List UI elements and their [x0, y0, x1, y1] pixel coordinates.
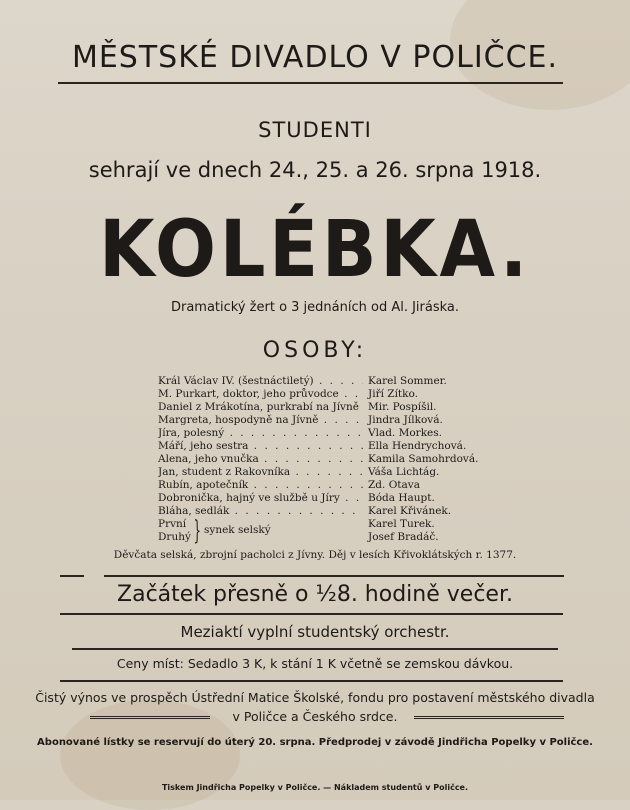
cast-actor: Ella Hendrychová. [368, 440, 467, 452]
cast-actor: Váša Lichtág. [368, 466, 440, 478]
cast-role: Dobronička, hajný ve službě u Jíry . . . [158, 492, 363, 504]
cast-role: M. Purkart, doktor, jeho průvodce . . . [158, 388, 363, 400]
cast-role: Druhý [158, 531, 191, 543]
cast-role: Bláha, sedlák . . . [158, 505, 363, 517]
printer-imprint: Tiskem Jindřicha Popelky v Poličce. — Nákladem studentů v Poličce. [161, 783, 469, 792]
cast-row [0, 388, 630, 401]
theatre-name: MĚSTSKÉ DIVADLO V POLIČCE. [71, 40, 559, 75]
ticket-reservation: Abonované lístky se reservují do úterý 20. srpna. Předprodej v závodě Jindřicha Popelky v Poličce. [37, 737, 593, 748]
cast-role: Rubín, apotečník . . . [158, 479, 363, 491]
cast-actor: Karel Sommer. [368, 375, 447, 387]
cast-role: První [158, 518, 187, 530]
extras-note: Děvčata selská, zbrojní pacholci z Jívny. Děj v lesích Křivoklátských r. 1377. [113, 549, 517, 561]
proceeds-note-line1: Čistý výnos ve prospěch Ústřední Matice Školské, fondu pro postavení městského divadla [35, 690, 595, 705]
header-rule [58, 82, 563, 84]
play-title: KOLÉBKA. [98, 205, 531, 295]
divider-left [90, 716, 210, 719]
cast-actor: Mir. Pospíšil. [368, 401, 437, 413]
divider [104, 575, 564, 577]
cast-row [0, 492, 630, 505]
cast-actor: Karel Křivánek. [368, 505, 452, 517]
cast-role: Král Václav IV. (šestnáctiletý) . . . [158, 375, 363, 387]
cast-role: Jan, student z Rakovníka . . . [158, 466, 363, 478]
performers-heading: STUDENTI [258, 118, 372, 142]
cast-row [0, 427, 630, 440]
cast-role: Daniel z Mrákotína, purkrabí na Jívně . . . [158, 401, 363, 413]
cast-actor: Karel Turek. [368, 518, 435, 530]
orchestra-note: Meziaktí vyplní studentský orchestr. [180, 623, 450, 641]
cast-role: Jíra, polesný . . . [158, 427, 363, 439]
cast-actor: Kamila Samohrdová. [368, 453, 479, 465]
divider-right [414, 716, 564, 719]
cast-group-label: synek selský [204, 524, 271, 536]
play-subtitle: Dramatický žert o 3 jednáních od Al. Jiráska. [170, 300, 460, 315]
cast-actor: Zd. Otava [368, 479, 420, 491]
start-time: Začátek přesně o ½8. hodině večer. [117, 582, 513, 607]
cast-actor: Jindra Jílková. [368, 414, 443, 426]
cast-actor: Josef Bradáč. [368, 531, 439, 543]
brace-glyph: } [193, 516, 201, 546]
cast-row [0, 531, 630, 544]
cast-role: Máří, jeho sestra . . . [158, 440, 363, 452]
cast-heading: OSOBY: [262, 338, 368, 363]
cast-row [0, 518, 630, 531]
proceeds-note-line2: v Poličce a Českého srdce. [232, 709, 398, 724]
divider-left [60, 575, 84, 577]
cast-row [0, 414, 630, 427]
cast-actor: Jiří Zítko. [368, 388, 418, 400]
divider [72, 648, 558, 650]
ticket-prices: Ceny míst: Sedadlo 3 K, k stání 1 K včetně se zemskou dávkou. [116, 656, 514, 671]
performance-dates: sehrají ve dnech 24., 25. a 26. srpna 1918. [88, 158, 542, 182]
cast-row [0, 505, 630, 518]
cast-role: Alena, jeho vnučka . . . [158, 453, 363, 465]
divider [60, 613, 563, 615]
cast-row [0, 375, 630, 388]
cast-row [0, 401, 630, 414]
cast-row [0, 466, 630, 479]
cast-row [0, 479, 630, 492]
cast-role: Margreta, hospodyně na Jívně . . . [158, 414, 363, 426]
cast-row [0, 453, 630, 466]
cast-row [0, 440, 630, 453]
divider [60, 680, 563, 682]
cast-actor: Bóda Haupt. [368, 492, 435, 504]
cast-actor: Vlad. Morkes. [368, 427, 442, 439]
